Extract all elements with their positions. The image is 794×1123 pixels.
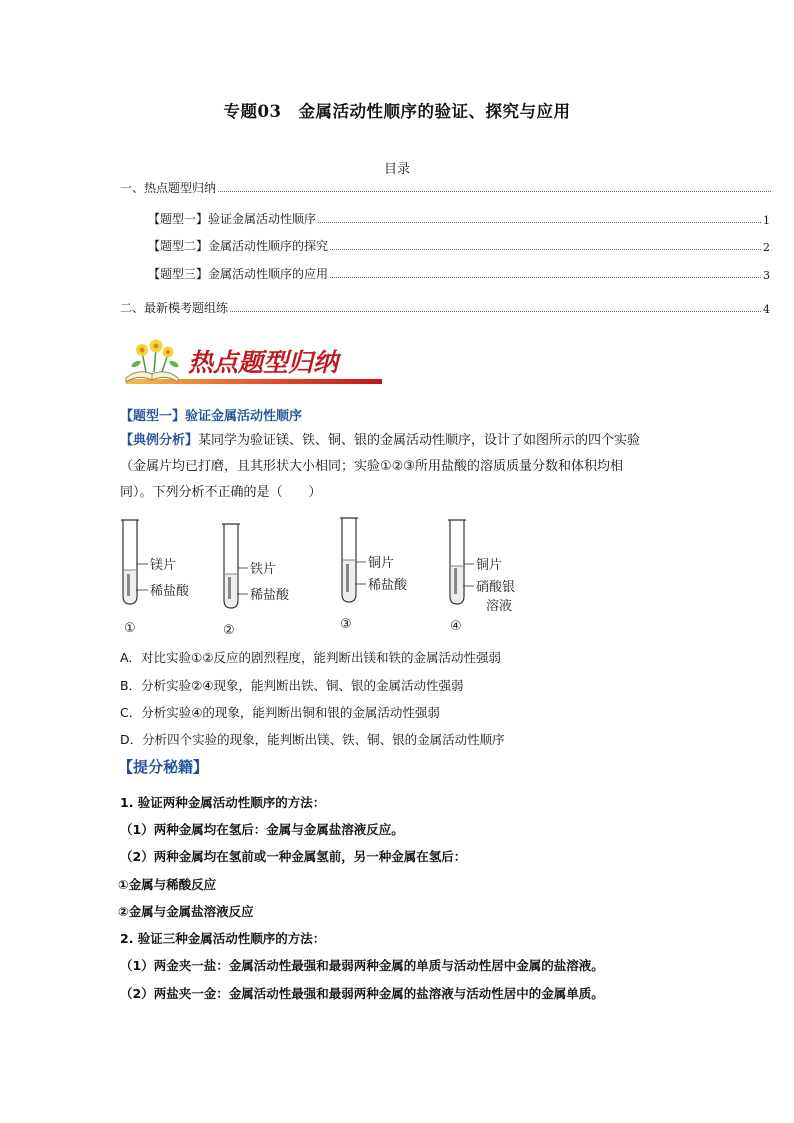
- example-text: 同）。下列分析不正确的是（ ）: [120, 485, 322, 500]
- example-text: 某同学为验证镁、铁、铜、银的金属活动性顺序，设计了如图所示的四个实验: [198, 433, 641, 448]
- tip-line: （2）两盐夹一金：金属活动性最强和最弱两种金属的盐溶液与活动性居中的金属单质。: [120, 986, 604, 1001]
- liquid-label-2: 溶液: [486, 599, 513, 614]
- toc-leader: [318, 221, 761, 223]
- experiment-figure: [118, 514, 538, 639]
- tip-line: 2. 验证三种金属活动性顺序的方法：: [120, 931, 326, 946]
- liquid-label: 稀盐酸: [250, 588, 290, 603]
- option-c[interactable]: C．分析实验④的现象，能判断出铜和银的金属活动性强弱: [120, 705, 440, 720]
- liquid-label: 稀盐酸: [368, 578, 408, 593]
- tube-number: ④: [450, 619, 462, 634]
- toc-label: 二、最新模考题组练: [120, 301, 229, 315]
- metal-label: 铜片: [368, 556, 395, 571]
- test-tube-2: [222, 524, 290, 638]
- toc-row[interactable]: [148, 236, 770, 254]
- toc-heading: 目录: [383, 162, 410, 177]
- liquid-label: 稀盐酸: [150, 584, 190, 599]
- toc-row[interactable]: [148, 264, 770, 282]
- toc-page: 3: [763, 269, 770, 282]
- toc-label: 【题型一】验证金属活动性顺序: [148, 212, 317, 226]
- option-b[interactable]: B．分析实验②④现象，能判断出铁、铜、银的金属活动性强弱: [120, 678, 464, 693]
- tip-line: （2）两种金属均在氢前或一种金属氢前，另一种金属在氢后：: [120, 849, 467, 864]
- tip-heading: 【提分秘籍】: [118, 758, 209, 776]
- toc-label: 【题型二】金属活动性顺序的探究: [148, 239, 329, 253]
- page-title: 专题03 金属活动性顺序的验证、探究与应用: [223, 102, 571, 121]
- tip-line: 1. 验证两种金属活动性顺序的方法：: [120, 795, 326, 810]
- toc-leader: [218, 190, 771, 192]
- tip-line: （1）两金夹一盐：金属活动性最强和最弱两种金属的单质与活动性居中金属的盐溶液。: [120, 958, 604, 973]
- metal-label: 铁片: [250, 562, 277, 577]
- metal-label: 镁片: [150, 558, 177, 573]
- test-tube-4: [448, 520, 515, 634]
- tip-line: ②金属与金属盐溶液反应: [118, 904, 254, 919]
- liquid-label: 硝酸银: [476, 580, 516, 595]
- flower-icon: [130, 340, 179, 373]
- example-tag: 【典例分析】: [120, 433, 199, 448]
- tip-line: ①金属与稀酸反应: [118, 877, 217, 892]
- tube-number: ①: [124, 621, 136, 636]
- tube-number: ③: [340, 617, 352, 632]
- toc-leader: [330, 276, 761, 278]
- toc-row[interactable]: [148, 209, 770, 227]
- option-a[interactable]: A．对比实验①②反应的剧烈程度，能判断出镁和铁的金属活动性强弱: [120, 650, 501, 665]
- example-paragraph: [120, 428, 680, 506]
- toc-leader: [230, 310, 761, 312]
- toc-page: 1: [763, 214, 770, 227]
- metal-label: 铜片: [476, 558, 503, 573]
- tube-number: ②: [223, 623, 235, 638]
- section-banner: [122, 338, 384, 390]
- test-tube-1: [121, 520, 190, 636]
- option-d[interactable]: D．分析四个实验的现象，能判断出镁、铁、铜、银的金属活动性顺序: [120, 732, 505, 747]
- section-heading: 【题型一】验证金属活动性顺序: [120, 409, 303, 424]
- toc-label: 【题型三】金属活动性顺序的应用: [148, 267, 329, 281]
- tip-line: （1）两种金属均在氢后：金属与金属盐溶液反应。: [120, 822, 404, 837]
- toc-row[interactable]: [120, 178, 773, 196]
- toc-label: 一、热点题型归纳: [120, 181, 217, 195]
- banner-text: 热点题型归纳: [188, 348, 339, 377]
- test-tube-3: [340, 518, 408, 632]
- toc-page: 4: [763, 303, 770, 316]
- example-text: （金属片均已打磨，且其形状大小相同；实验①②③所用盐酸的溶质质量分数和体积均相: [120, 459, 623, 474]
- toc-leader: [330, 248, 761, 250]
- toc-row[interactable]: [120, 298, 770, 316]
- toc-page: 2: [763, 241, 770, 254]
- banner-graphic: [122, 338, 384, 390]
